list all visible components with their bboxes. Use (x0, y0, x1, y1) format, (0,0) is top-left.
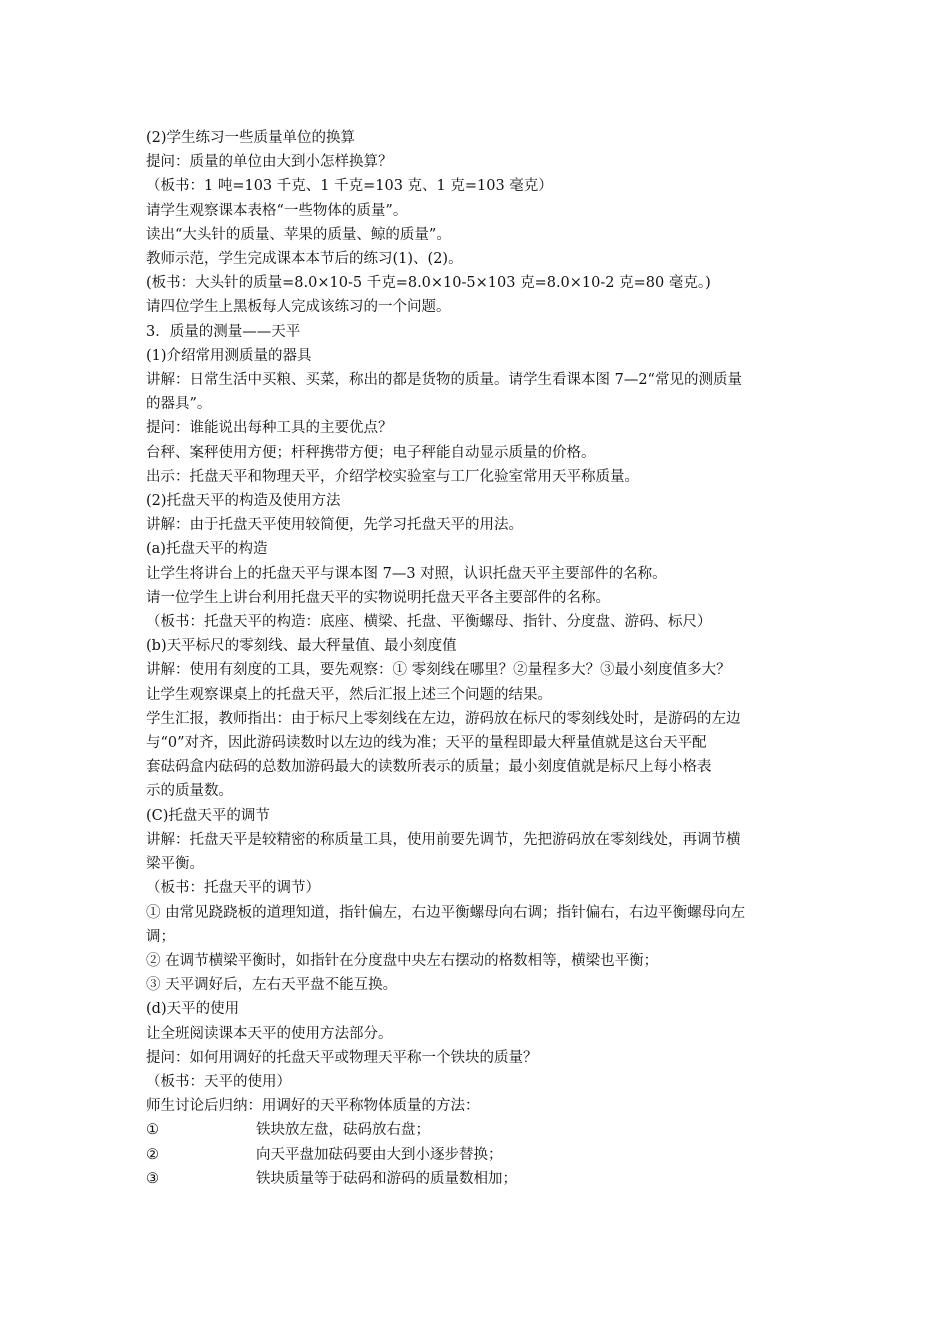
text-line: 讲解：由于托盘天平使用较简便，先学习托盘天平的用法。 (146, 517, 523, 534)
text-line: 请四位学生上黑板每人完成该练习的一个问题。 (146, 299, 451, 316)
text-line: 提问：质量的单位由大到小怎样换算？ (146, 154, 393, 171)
text-line: 师生讨论后归纳：用调好的天平称物体质量的方法： (146, 1098, 480, 1115)
text-line: 套砝码盒内砝码的总数加游码最大的读数所表示的质量；最小刻度值就是标尺上每小格表 (146, 759, 712, 776)
step-text: 铁块放左盘，砝码放右盘； (256, 1122, 430, 1139)
text-line: (a)托盘天平的构造 (146, 541, 268, 558)
step-item (146, 1143, 826, 1167)
text-line: ① 由常见跷跷板的道理知道，指针偏左，右边平衡螺母向右调；指针偏右，右边平衡螺母向左 (146, 904, 746, 921)
text-line: 梁平衡。 (146, 856, 204, 873)
text-line: 提问：谁能说出每种工具的主要优点？ (146, 420, 393, 437)
text-line: 请学生观察课本表格“一些物体的质量”。 (146, 202, 408, 219)
text-line: （板书：1 吨=103 千克、1 千克=103 克、1 克=103 毫克） (146, 178, 553, 195)
text-line: 让全班阅读课本天平的使用方法部分。 (146, 1025, 393, 1042)
text-line: 示的质量数。 (146, 783, 233, 800)
text-line: 台秤、案秤使用方便；杆秤携带方便；电子秤能自动显示质量的价格。 (146, 444, 596, 461)
text-line: 讲解：日常生活中买粮、买菜，称出的都是货物的质量。请学生看课本图 7—2“常见的测质量 (146, 372, 742, 389)
step-text: 铁块质量等于砝码和游码的质量数相加； (256, 1170, 517, 1187)
text-line: 与“0”对齐，因此游码读数时以左边的线为准；天平的量程即最大秤量值就是这台天平配 (146, 735, 707, 752)
step-number: ③ (146, 1170, 159, 1187)
step-item (146, 1167, 826, 1191)
text-line: （板书：托盘天平的调节） (146, 880, 320, 897)
text-line: 讲解：使用有刻度的工具，要先观察：① 零刻线在哪里？②量程多大？③最小刻度值多大？ (146, 662, 731, 679)
paragraph-lines (146, 126, 826, 1118)
text-line: 让学生观察课桌上的托盘天平，然后汇报上述三个问题的结果。 (146, 686, 552, 703)
text-line: 教师示范，学生完成课本本节后的练习(1)、(2)。 (146, 251, 463, 268)
text-line: 学生汇报，教师指出：由于标尺上零刻线在左边，游码放在标尺的零刻线处时，是游码的左边 (146, 710, 741, 727)
document-body (146, 126, 826, 1191)
text-line: 请一位学生上讲台利用托盘天平的实物说明托盘天平各主要部件的名称。 (146, 589, 610, 606)
text-line: ② 在调节横梁平衡时，如指针在分度盘中央左右摆动的格数相等，横梁也平衡； (146, 952, 659, 969)
step-number: ② (146, 1146, 159, 1163)
text-line: 提问：如何用调好的托盘天平或物理天平称一个铁块的质量？ (146, 1049, 538, 1066)
text-line: 调； (146, 928, 175, 945)
text-line: 3．质量的测量——天平 (146, 323, 301, 340)
text-line: （板书：天平的使用） (146, 1073, 291, 1090)
text-line: ③ 天平调好后，左右天平盘不能互换。 (146, 977, 398, 994)
step-item (146, 1118, 826, 1142)
text-line: (1)介绍常用测质量的器具 (146, 347, 312, 364)
text-line: (2)学生练习一些质量单位的换算 (146, 130, 356, 146)
weighing-steps-list (146, 1118, 826, 1191)
text-line: 读出“大头针的质量、苹果的质量、鲸的质量”。 (146, 226, 451, 243)
step-number: ① (146, 1122, 159, 1139)
text-line: (b)天平标尺的零刻线、最大秤量值、最小刻度值 (146, 638, 457, 655)
text-line: 的器具”。 (146, 396, 212, 413)
text-line: 出示：托盘天平和物理天平，介绍学校实验室与工厂化验室常用天平称质量。 (146, 468, 639, 485)
text-line: 让学生将讲台上的托盘天平与课本图 7—3 对照，认识托盘天平主要部件的名称。 (146, 565, 667, 582)
text-line: (板书：大头针的质量=8.0×10-5 千克=8.0×10-5×103 克=8.0×10-2 克=80 毫克。) (146, 275, 711, 292)
step-text: 向天平盘加砝码要由大到小逐步替换； (256, 1146, 503, 1163)
text-line: (C)托盘天平的调节 (146, 807, 270, 824)
text-line: (2)托盘天平的构造及使用方法 (146, 493, 341, 510)
text-line: （板书：托盘天平的构造：底座、横梁、托盘、平衡螺母、指针、分度盘、游码、标尺） (146, 614, 712, 631)
text-line: 讲解：托盘天平是较精密的称质量工具，使用前要先调节，先把游码放在零刻线处，再调节横 (146, 831, 741, 848)
text-line: (d)天平的使用 (146, 1001, 240, 1018)
